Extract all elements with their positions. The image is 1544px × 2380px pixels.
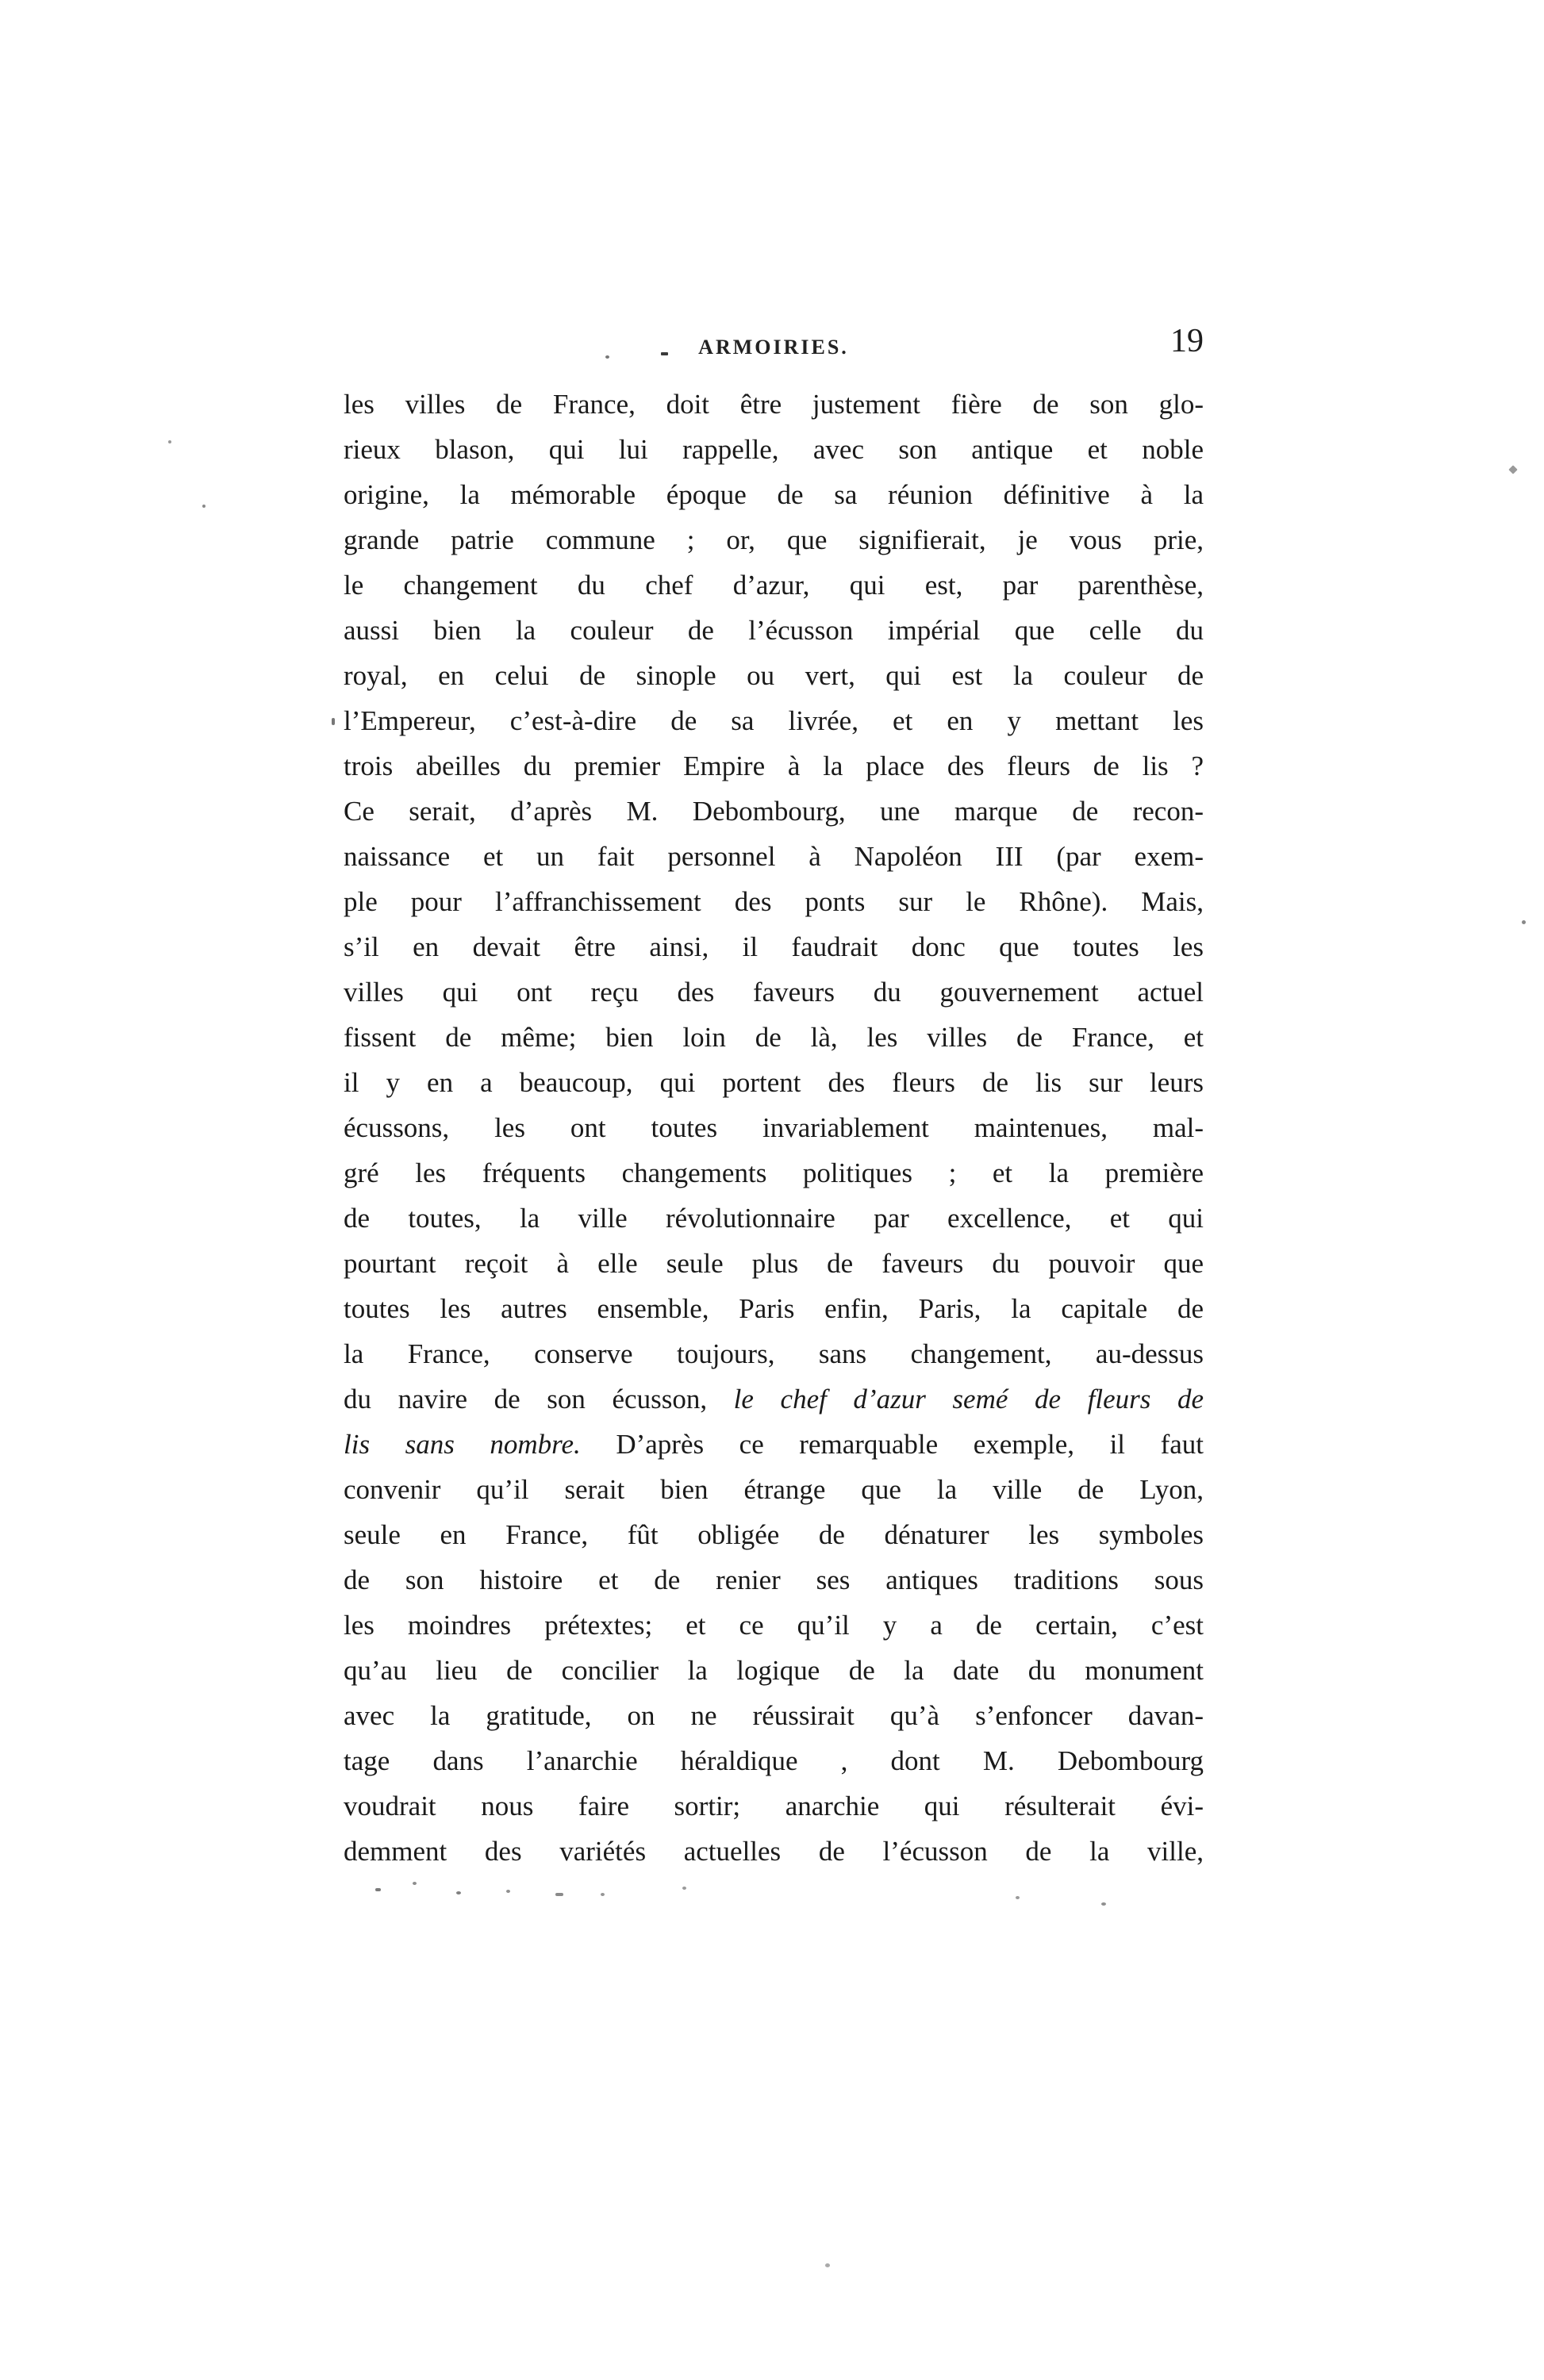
text-line: [344, 1783, 1204, 1829]
running-title: ARMOIRIES.: [698, 336, 849, 359]
text-line: [344, 517, 1204, 562]
text-line: [344, 1060, 1204, 1105]
text-segment: ple pour l’affranchissement des ponts sur le Rhône). Mais,: [344, 886, 1204, 917]
text-line: [344, 1105, 1204, 1150]
text-segment: qu’au lieu de concilier la logique de la date du monument: [344, 1655, 1204, 1686]
scan-speck: [506, 1890, 510, 1893]
text-segment: la France, conserve toujours, sans changement, au-dessus: [344, 1338, 1204, 1369]
italic-text-segment: le chef d’azur semé de fleurs de: [733, 1384, 1204, 1415]
text-segment: s’il en devait être ainsi, il faudrait donc que toutes les: [344, 931, 1204, 962]
text-segment: le changement du chef d’azur, qui est, par parenthèse,: [344, 570, 1204, 601]
text-segment: l’Empereur, c’est-à-dire de sa livrée, et en y mettant les: [344, 705, 1204, 736]
text-segment: seule en France, fût obligée de dénaturer les symboles: [344, 1519, 1204, 1550]
text-line: [344, 969, 1204, 1015]
text-line: [344, 1286, 1204, 1331]
text-segment: toutes les autres ensemble, Paris enfin, Paris, la capitale de: [344, 1293, 1204, 1324]
scan-speck: [456, 1891, 461, 1894]
scan-speck: [1101, 1902, 1106, 1906]
scan-speck: [332, 718, 335, 725]
text-segment: royal, en celui de sinople ou vert, qui est la couleur de: [344, 660, 1204, 691]
text-line: [344, 1557, 1204, 1603]
text-segment: naissance et un fait personnel à Napoléon III (par exem-: [344, 841, 1204, 872]
text-segment: tage dans l’anarchie héraldique , dont M. Debombourg: [344, 1745, 1204, 1776]
scan-speck: [601, 1893, 605, 1896]
text-line: [344, 834, 1204, 879]
text-line: [344, 1693, 1204, 1738]
text-line: [344, 1376, 1204, 1422]
text-segment: Ce serait, d’après M. Debombourg, une marque de recon-: [344, 796, 1204, 827]
text-line: [344, 924, 1204, 969]
text-segment: fissent de même; bien loin de là, les villes de France, et: [344, 1022, 1204, 1053]
text-segment: aussi bien la couleur de l’écusson impérial que celle du: [344, 615, 1204, 646]
text-line: [344, 1512, 1204, 1557]
text-segment: villes qui ont reçu des faveurs du gouvernement actuel: [344, 977, 1204, 1008]
body-text-block: [344, 382, 1204, 1874]
text-line: [344, 1422, 1204, 1467]
scan-speck: [1016, 1896, 1020, 1899]
text-segment: avec la gratitude, on ne réussirait qu’à s’enfoncer davan-: [344, 1700, 1204, 1731]
text-segment: rieux blason, qui lui rappelle, avec son antique et noble: [344, 434, 1204, 465]
text-segment: de toutes, la ville révolutionnaire par excellence, et qui: [344, 1203, 1204, 1234]
text-segment: écussons, les ont toutes invariablement maintenues, mal-: [344, 1112, 1204, 1143]
scan-speck: [682, 1887, 686, 1890]
text-line: [344, 562, 1204, 608]
text-line: [344, 1331, 1204, 1376]
text-line: [344, 1738, 1204, 1783]
text-line: [344, 879, 1204, 924]
text-line: [344, 1467, 1204, 1512]
scan-speck: [168, 440, 171, 443]
scan-speck: [1508, 465, 1517, 474]
text-segment: voudrait nous faire sortir; anarchie qui résulterait évi-: [344, 1791, 1204, 1821]
text-segment: de son histoire et de renier ses antiques traditions sous: [344, 1564, 1204, 1595]
scan-speck: [661, 352, 668, 355]
scan-speck: [202, 505, 205, 508]
text-line: [344, 1150, 1204, 1196]
text-line: [344, 472, 1204, 517]
page-number: 19: [1170, 323, 1204, 359]
text-line: [344, 743, 1204, 789]
text-line: [344, 653, 1204, 698]
scan-speck: [555, 1893, 563, 1896]
text-line: [344, 698, 1204, 743]
text-line: [344, 427, 1204, 472]
scan-speck: [375, 1888, 381, 1891]
text-line: [344, 789, 1204, 834]
text-segment: D’après ce remarquable exemple, il faut: [580, 1429, 1204, 1460]
text-segment: trois abeilles du premier Empire à la place des fleurs de lis ?: [344, 750, 1204, 781]
text-segment: convenir qu’il serait bien étrange que la ville de Lyon,: [344, 1474, 1204, 1505]
text-segment: les moindres prétextes; et ce qu’il y a de certain, c’est: [344, 1610, 1204, 1641]
text-line: [344, 1648, 1204, 1693]
text-segment: il y en a beaucoup, qui portent des fleurs de lis sur leurs: [344, 1067, 1204, 1098]
text-line: [344, 1603, 1204, 1648]
scan-speck: [1522, 920, 1526, 924]
text-segment: les villes de France, doit être justement fière de son glo-: [344, 389, 1204, 420]
text-segment: gré les fréquents changements politiques ; et la première: [344, 1157, 1204, 1188]
text-segment: demment des variétés actuelles de l’écusson de la ville,: [344, 1836, 1204, 1867]
italic-text-segment: lis sans nombre.: [344, 1429, 581, 1460]
text-segment: grande patrie commune ; or, que signifierait, je vous prie,: [344, 524, 1204, 555]
text-line: [344, 1241, 1204, 1286]
scan-speck: [605, 355, 609, 359]
text-segment: du navire de son écusson,: [344, 1384, 734, 1415]
text-segment: origine, la mémorable époque de sa réunion définitive à la: [344, 479, 1204, 510]
scan-speck: [413, 1882, 417, 1885]
text-line: [344, 1196, 1204, 1241]
text-segment: pourtant reçoit à elle seule plus de faveurs du pouvoir que: [344, 1248, 1204, 1279]
scan-speck: [825, 2263, 830, 2267]
text-line: [344, 382, 1204, 427]
text-line: [344, 1829, 1204, 1874]
text-line: [344, 1015, 1204, 1060]
text-line: [344, 608, 1204, 653]
